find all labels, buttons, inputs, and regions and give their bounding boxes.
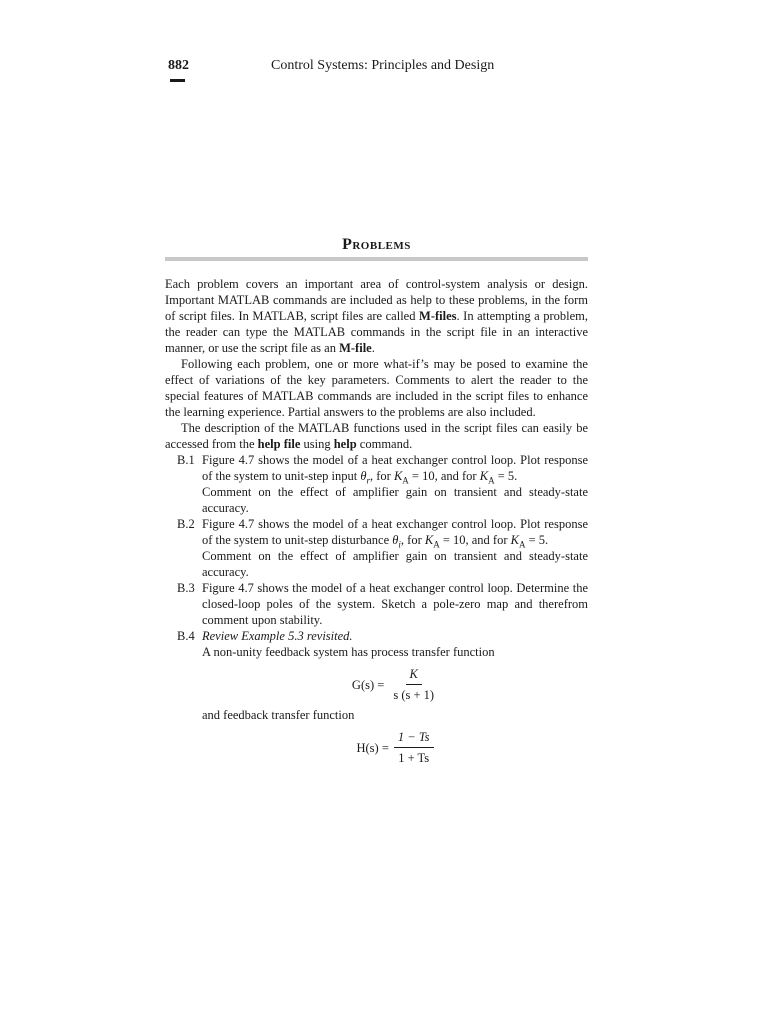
problem-b2	[165, 516, 588, 580]
intro-paragraph-3: The description of the MATLAB functions used in the script files can easily be accessed from the help file using help command.	[165, 421, 588, 451]
process-transfer-function	[202, 666, 588, 703]
page-body	[165, 276, 588, 770]
problem-text: Figure 4.7 shows the model of a heat exchanger control loop. Determine the closed-loop poles of the system. Sketch a pole-zero map and therefrom comment upon stability.	[202, 581, 588, 627]
page-number: 882	[168, 58, 189, 73]
problem-comment: Comment on the effect of amplifier gain on transient and steady-state accuracy.	[202, 485, 588, 515]
problem-text: Figure 4.7 shows the model of a heat exchanger control loop. Plot response of the system to unit-step input $\theta_r$, for $K_A = 10$, and for $K_A = 5$.	[202, 453, 588, 486]
denominator: s (s + 1)	[393, 688, 435, 702]
intro-paragraph-2: Following each problem, one or more what-if’s may be posed to examine the effect of variations of the key parameters. Comments to alert the reader to the special features of MATLAB commands are included in the script files to enhance the learning experience. Partial answers to the problems are also included.	[165, 357, 588, 419]
numerator: 1 − Ts	[394, 729, 434, 748]
problem-number: B.2	[177, 517, 195, 531]
running-head: Control Systems: Principles and Design	[271, 58, 495, 73]
page-number-underline	[170, 79, 185, 82]
section-title: Problems	[342, 236, 411, 253]
problem-text: Figure 4.7 shows the model of a heat exchanger control loop. Plot response of the system to unit-step disturbance $\theta_i$, for $K_A = 10$, and for $K_A = 5$.	[202, 517, 588, 550]
problem-text-2: and feedback transfer function	[202, 708, 355, 722]
equation-fraction	[394, 729, 434, 766]
numerator: K	[406, 666, 422, 685]
problem-number: B.1	[177, 453, 195, 467]
equation-fraction	[389, 666, 438, 703]
problem-b3	[165, 580, 588, 628]
equation-lhs: H(s) =	[356, 740, 389, 755]
problem-number: B.4	[177, 629, 195, 643]
page-header	[165, 58, 590, 88]
problem-text: A non-unity feedback system has process transfer function	[202, 645, 495, 659]
problem-title: Review Example 5.3 revisited.	[202, 629, 353, 643]
problem-b4	[165, 628, 588, 766]
problem-b1	[165, 452, 588, 516]
intro-paragraph-1: Each problem covers an important area of control-system analysis or design. Important MATLAB commands are included as help to these problems, in the form of script files. In MATLAB, script files are called M-files. In attempting a problem, the reader can type the MATLAB commands in the script file in an interactive manner, or use the script file as an M-file.	[165, 277, 589, 355]
denominator: 1 + Ts	[398, 751, 430, 765]
feedback-transfer-function	[202, 729, 588, 766]
equation-lhs: G(s) =	[351, 677, 385, 692]
problem-number: B.3	[177, 581, 195, 595]
section-heading	[165, 234, 588, 261]
section-rule	[165, 257, 588, 261]
problem-comment: Comment on the effect of amplifier gain on transient and steady-state accuracy.	[202, 549, 588, 579]
